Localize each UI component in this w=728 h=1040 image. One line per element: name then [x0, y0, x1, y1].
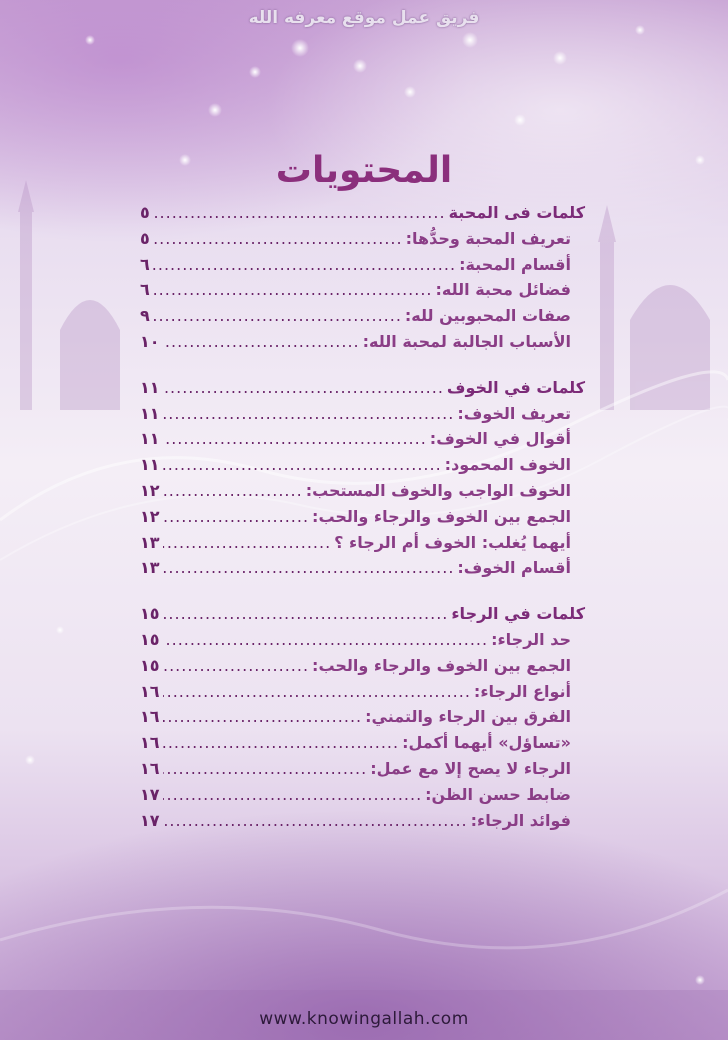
- toc-entry[interactable]: [140, 730, 585, 756]
- toc-entry[interactable]: [140, 277, 585, 303]
- toc-entry[interactable]: [140, 252, 585, 278]
- toc-page-number: ١٦: [140, 707, 160, 727]
- toc-label: كلمات في الرجاء: [451, 604, 585, 624]
- toc-heading[interactable]: [140, 375, 585, 401]
- toc-entry[interactable]: [140, 452, 585, 478]
- table-of-contents: [140, 200, 585, 853]
- toc-entry[interactable]: [140, 530, 585, 556]
- toc-label: كلمات في الخوف: [446, 377, 585, 397]
- dot-leader: [163, 704, 363, 730]
- dot-leader: [153, 200, 446, 226]
- toc-entry[interactable]: [140, 782, 585, 808]
- toc-entry[interactable]: [140, 555, 585, 581]
- toc-page-number: ٦: [140, 254, 150, 274]
- dot-leader: [163, 601, 449, 627]
- dot-leader: [163, 653, 310, 679]
- page-title: المحتويات: [275, 150, 453, 191]
- toc-label: أنواع الرجاء:: [473, 681, 571, 701]
- team-header: فريق عمل موقع معرفه الله: [248, 8, 480, 28]
- toc-entry[interactable]: [140, 426, 585, 452]
- toc-label: تعريف الخوف:: [457, 403, 571, 423]
- dot-leader: [163, 530, 332, 556]
- dot-leader: [163, 756, 368, 782]
- dot-leader: [153, 252, 456, 278]
- dot-leader: [163, 401, 455, 427]
- toc-entry[interactable]: [140, 504, 585, 530]
- toc-label: حد الرجاء:: [491, 629, 571, 649]
- toc-label: الجمع بين الخوف والرجاء والحب:: [312, 655, 571, 675]
- toc-page-number: ٦: [140, 280, 150, 300]
- toc-page-number: ١١: [140, 455, 160, 475]
- toc-page-number: ١٧: [140, 810, 160, 830]
- toc-label: أقسام المحبة:: [459, 254, 571, 274]
- toc-page-number: ١٦: [140, 733, 160, 753]
- toc-entry[interactable]: [140, 679, 585, 705]
- dot-leader: [153, 277, 433, 303]
- toc-label: أقسام الخوف:: [457, 558, 571, 578]
- toc-page-number: ١٢: [140, 506, 160, 526]
- toc-entry[interactable]: [140, 704, 585, 730]
- toc-label: تعريف المحبة وحدُّها:: [405, 228, 571, 248]
- toc-label: «تساؤل» أيهما أكمل:: [402, 733, 571, 753]
- toc-label: الجمع بين الخوف والرجاء والحب:: [312, 506, 571, 526]
- dot-leader: [153, 226, 403, 252]
- toc-label: ضابط حسن الظن:: [425, 784, 571, 804]
- dot-leader: [163, 504, 310, 530]
- dot-leader: [163, 478, 303, 504]
- toc-page-number: ١٢: [140, 480, 160, 500]
- toc-page-number: ١٧: [140, 784, 160, 804]
- toc-entry[interactable]: [140, 808, 585, 834]
- toc-entry[interactable]: [140, 756, 585, 782]
- toc-entry[interactable]: [140, 478, 585, 504]
- toc-page-number: ١٥: [140, 629, 160, 649]
- toc-label: الفرق بين الرجاء والتمني:: [365, 707, 571, 727]
- toc-page-number: ١٥: [140, 655, 160, 675]
- dot-leader: [163, 782, 423, 808]
- toc-heading[interactable]: [140, 601, 585, 627]
- toc-entry[interactable]: [140, 226, 585, 252]
- toc-page-number: ١٦: [140, 758, 160, 778]
- toc-label: الرجاء لا يصح إلا مع عمل:: [370, 758, 571, 778]
- toc-section-hope: [140, 601, 585, 833]
- website-url[interactable]: www.knowingallah.com: [259, 1009, 469, 1029]
- toc-page-number: ٩: [140, 306, 150, 326]
- toc-label: الأسباب الجالبة لمحبة الله:: [362, 331, 571, 351]
- toc-page-number: ١٣: [140, 558, 160, 578]
- toc-page-number: ١١: [140, 429, 160, 449]
- dot-leader: [163, 627, 489, 653]
- toc-label: الخوف الواجب والخوف المستحب:: [305, 480, 571, 500]
- toc-page-number: ١٥: [140, 604, 160, 624]
- toc-label: أيهما يُغلب: الخوف أم الرجاء ؟: [334, 532, 571, 552]
- dot-leader: [163, 555, 455, 581]
- toc-label: كلمات فى المحبة: [448, 203, 585, 222]
- toc-page-number: ٥: [140, 203, 150, 222]
- toc-page-number: ٥: [140, 228, 150, 248]
- toc-entry[interactable]: [140, 627, 585, 653]
- dot-leader: [163, 329, 360, 355]
- toc-page-number: ١٠: [140, 331, 160, 351]
- dot-leader: [163, 730, 400, 756]
- toc-label: فضائل محبة الله:: [435, 280, 571, 300]
- dot-leader: [163, 452, 442, 478]
- toc-entry[interactable]: [140, 303, 585, 329]
- toc-entry[interactable]: [140, 401, 585, 427]
- toc-page-number: ١٦: [140, 681, 160, 701]
- toc-label: الخوف المحمود:: [444, 455, 571, 475]
- toc-section-love: [140, 200, 585, 355]
- dot-leader: [163, 808, 468, 834]
- dot-leader: [153, 303, 402, 329]
- toc-page-number: ١٣: [140, 532, 160, 552]
- toc-section-fear: [140, 375, 585, 581]
- toc-label: أقوال في الخوف:: [429, 429, 571, 449]
- toc-heading[interactable]: [140, 200, 585, 226]
- toc-label: فوائد الرجاء:: [470, 810, 571, 830]
- toc-page-number: ١١: [140, 403, 160, 423]
- dot-leader: [163, 679, 471, 705]
- toc-entry[interactable]: [140, 653, 585, 679]
- dot-leader: [163, 426, 427, 452]
- toc-entry[interactable]: [140, 329, 585, 355]
- dot-leader: [163, 375, 444, 401]
- toc-label: صفات المحبوبين لله:: [404, 306, 571, 326]
- toc-page-number: ١١: [140, 377, 160, 397]
